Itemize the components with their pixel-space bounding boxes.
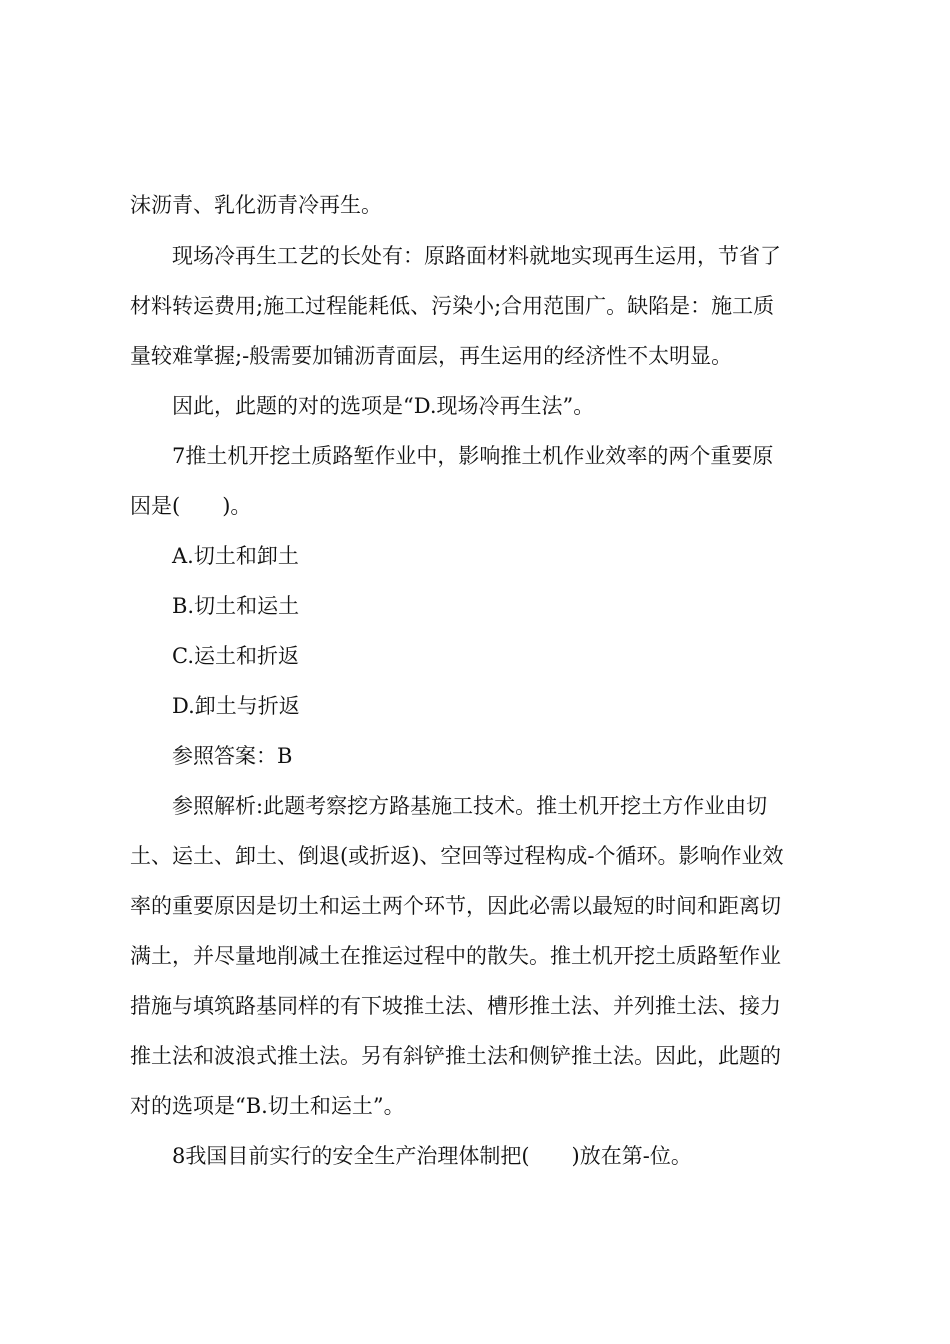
option-d: D.卸土与折返 bbox=[172, 694, 300, 718]
paragraph-line: 现场冷再生工艺的长处有：原路面材料就地实现再生运用，节省了 bbox=[172, 244, 781, 268]
question-line: 8我国目前实行的安全生产治理体制把( )放在第-位。 bbox=[172, 1144, 692, 1168]
analysis-line: 参照解析:此题考察挖方路基施工技术。推土机开挖土方作业由切 bbox=[172, 794, 768, 818]
analysis-line: 对的选项是“B.切土和运土”。 bbox=[130, 1094, 405, 1118]
paragraph-line: 因此，此题的对的选项是“D.现场冷再生法”。 bbox=[172, 394, 595, 418]
analysis-line: 率的重要原因是切土和运土两个环节，因此必需以最短的时间和距离切 bbox=[130, 894, 781, 918]
option-c: C.运土和折返 bbox=[172, 644, 299, 668]
paragraph-line: 材料转运费用;施工过程能耗低、污染小;合用范围广。缺陷是：施工质 bbox=[130, 294, 775, 318]
analysis-line: 土、运土、卸土、倒退(或折返)、空回等过程构成-个循环。影响作业效 bbox=[130, 844, 784, 868]
paragraph-line: 沫沥青、乳化沥青冷再生。 bbox=[130, 193, 382, 217]
analysis-line: 推土法和波浪式推土法。另有斜铲推土法和侧铲推土法。因此，此题的 bbox=[130, 1044, 781, 1068]
option-b: B.切土和运土 bbox=[172, 594, 300, 618]
paragraph-line: 量较难掌握;-般需要加铺沥青面层，再生运用的经济性不太明显。 bbox=[130, 344, 733, 368]
analysis-line: 措施与填筑路基同样的有下坡推土法、槽形推土法、并列推土法、接力 bbox=[130, 994, 781, 1018]
option-a: A.切土和卸土 bbox=[172, 544, 299, 568]
answer-line: 参照答案：B bbox=[172, 744, 293, 768]
question-line: 7推土机开挖土质路堑作业中，影响推土机作业效率的两个重要原 bbox=[172, 444, 774, 468]
question-line: 因是( )。 bbox=[130, 494, 252, 518]
analysis-line: 满土，并尽量地削减土在推运过程中的散失。推土机开挖土质路堑作业 bbox=[130, 944, 781, 968]
